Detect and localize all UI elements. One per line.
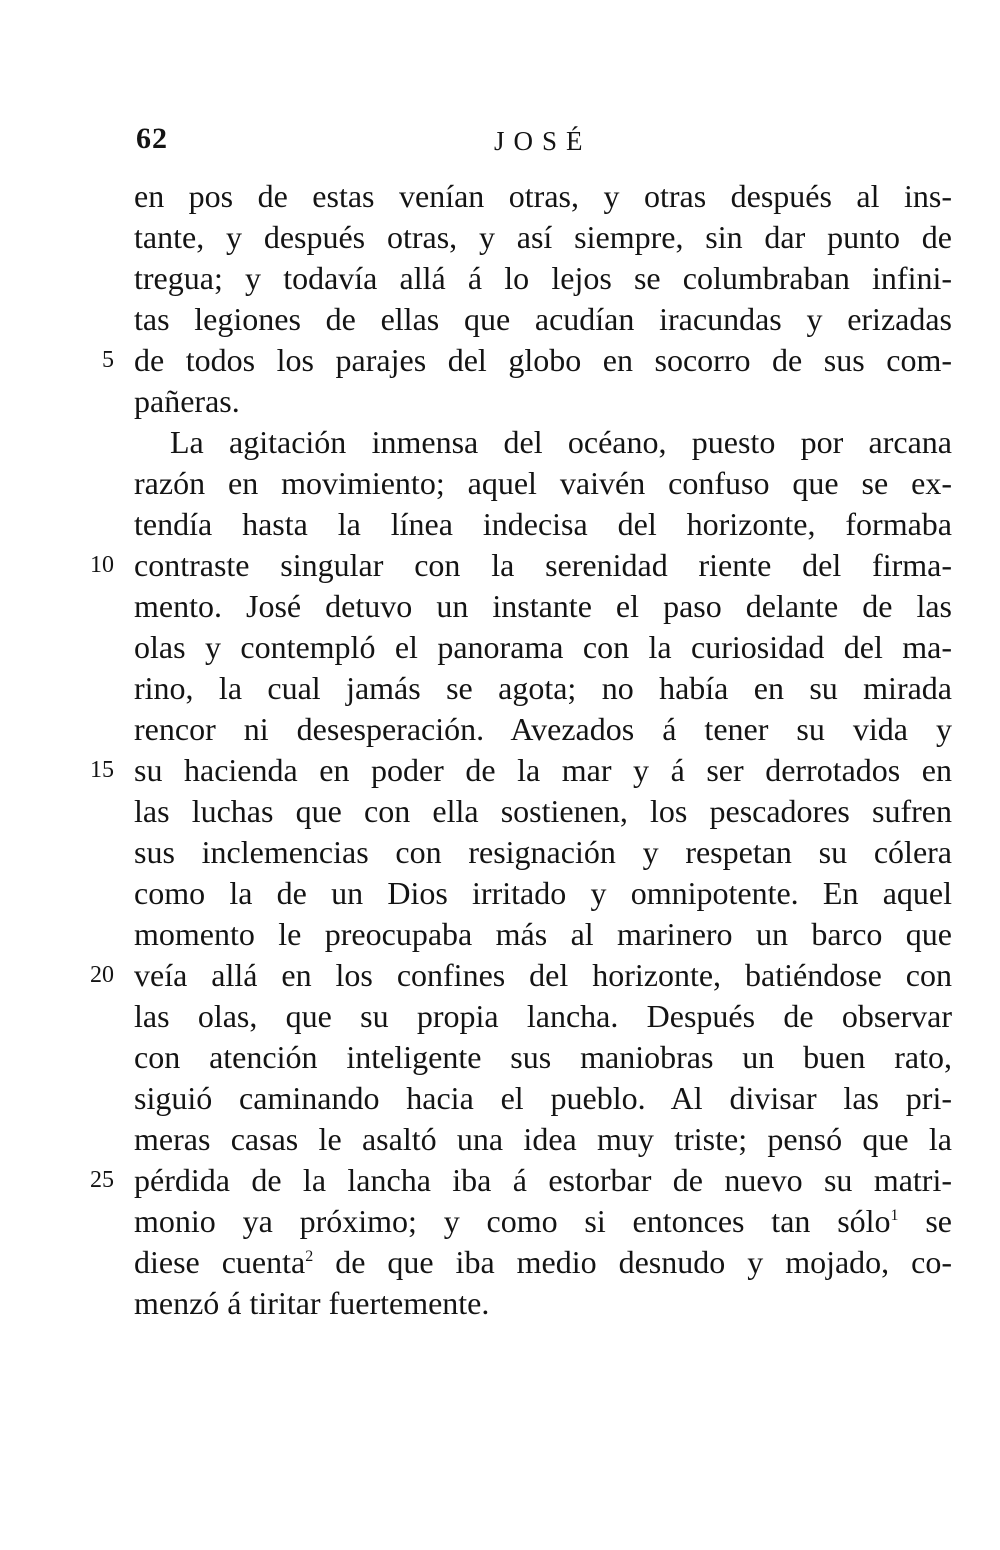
line-text: siguió caminando hacia el pueblo. Al divisar las pri- — [134, 1080, 952, 1116]
text-line — [90, 1160, 952, 1201]
text-line — [134, 996, 952, 1037]
line-text: pérdida de la lancha iba á estorbar de nuevo su matri- — [134, 1162, 952, 1198]
line-text: La agitación inmensa del océano, puesto por arcana — [170, 424, 952, 460]
line-text: contraste singular con la serenidad riente del firma- — [134, 547, 952, 583]
text-line — [134, 1242, 952, 1283]
text-line — [134, 381, 952, 422]
line-number: 25 — [90, 1167, 114, 1193]
line-text — [134, 1242, 952, 1283]
text-line — [134, 791, 952, 832]
text-line — [134, 176, 952, 217]
page-header — [0, 122, 1000, 162]
line-text: razón en movimiento; aquel vaivén confuso que se ex- — [134, 465, 952, 501]
footnote-marker: 1 — [890, 1207, 899, 1224]
line-text: su hacienda en poder de la mar y á ser derrotados en — [134, 752, 952, 788]
page-number: 62 — [136, 122, 168, 155]
line-text: pañeras. — [134, 383, 240, 419]
text-line — [90, 955, 952, 996]
line-text: tendía hasta la línea indecisa del horizonte, formaba — [134, 506, 952, 542]
text-line — [134, 873, 952, 914]
line-text-before-footnote: monio ya próximo; y como si entonces tan sólo — [134, 1203, 891, 1239]
line-text: mento. José detuvo un instante el paso delante de las — [134, 588, 952, 624]
text-line — [134, 463, 952, 504]
line-text: sus inclemencias con resignación y respetan su cólera — [134, 834, 952, 870]
text-line — [134, 504, 952, 545]
text-line — [134, 1078, 952, 1119]
text-line — [134, 1201, 952, 1242]
line-text: rino, la cual jamás se agota; no había en su mirada — [134, 670, 952, 706]
body-text — [90, 176, 953, 1324]
text-line — [134, 1119, 952, 1160]
line-text: menzó á tiritar fuertemente. — [134, 1285, 490, 1321]
line-text: rencor ni desesperación. Avezados á tener su vida y — [134, 711, 952, 747]
line-text: las olas, que su propia lancha. Después de observar — [134, 998, 952, 1034]
running-title: JOSÉ — [494, 126, 592, 156]
line-number: 20 — [90, 962, 114, 988]
text-line — [134, 586, 952, 627]
line-number: 15 — [90, 757, 114, 783]
line-text: con atención inteligente sus maniobras un buen rato, — [134, 1039, 952, 1075]
line-text: tante, y después otras, y así siempre, sin dar punto de — [134, 219, 952, 255]
line-text: momento le preocupaba más al marinero un barco que — [134, 916, 952, 952]
line-text: tas legiones de ellas que acudían iracundas y erizadas — [134, 301, 952, 337]
text-line — [90, 545, 952, 586]
line-text: olas y contempló el panorama con la curiosidad del ma- — [134, 629, 952, 665]
line-text: como la de un Dios irritado y omnipotente. En aquel — [134, 875, 952, 911]
text-line — [134, 217, 952, 258]
line-text-after-footnote: de que iba medio desnudo y mojado, co- — [313, 1244, 953, 1280]
line-text — [134, 1201, 952, 1242]
text-line — [134, 258, 952, 299]
line-text: tregua; y todavía allá á lo lejos se columbraban infini- — [134, 260, 952, 296]
footnote-marker: 2 — [305, 1248, 314, 1265]
line-number: 10 — [90, 552, 114, 578]
text-line — [134, 832, 952, 873]
line-text-after-footnote: se — [898, 1203, 953, 1239]
line-text: veía allá en los confines del horizonte, batiéndose con — [134, 957, 952, 993]
line-text: meras casas le asaltó una idea muy triste; pensó que la — [134, 1121, 952, 1157]
text-line — [134, 1037, 952, 1078]
text-line — [134, 1283, 952, 1324]
text-line — [102, 340, 952, 381]
line-text: las luchas que con ella sostienen, los pescadores sufren — [134, 793, 952, 829]
text-line — [134, 627, 952, 668]
text-line — [134, 709, 952, 750]
text-line — [90, 750, 952, 791]
text-line — [134, 422, 952, 463]
text-line — [134, 668, 952, 709]
line-number: 5 — [102, 347, 114, 373]
line-text: en pos de estas venían otras, y otras después al ins- — [134, 178, 952, 214]
text-line — [134, 914, 952, 955]
text-line — [134, 299, 952, 340]
line-text: de todos los parajes del globo en socorro de sus com- — [134, 342, 952, 378]
line-text-before-footnote: diese cuenta — [134, 1244, 306, 1280]
